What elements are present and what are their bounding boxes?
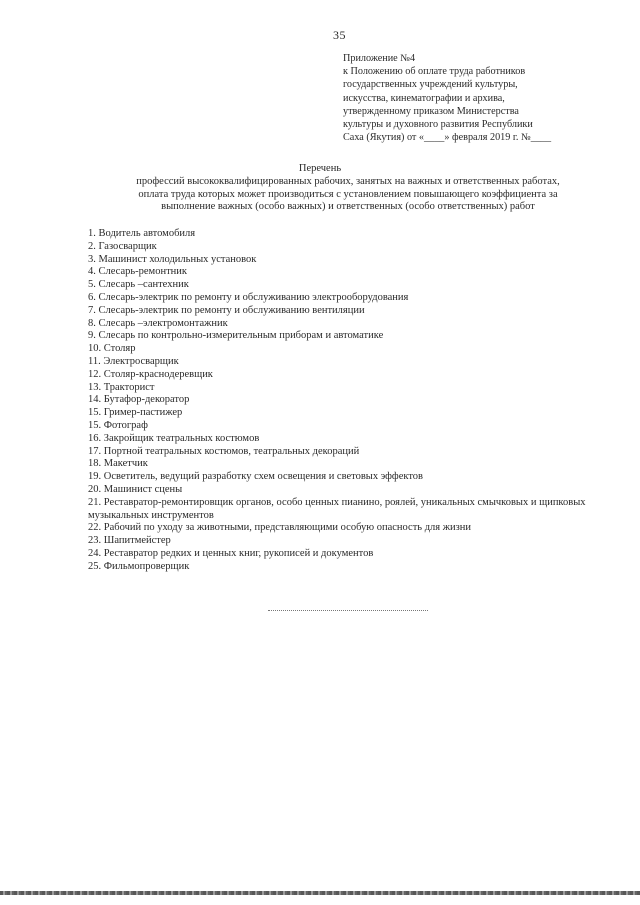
list-item: 11. Электросварщик [88,355,179,367]
end-divider [268,610,428,611]
list-item: 21. Реставратор-ремонтировщик органов, особо ценных пианино, роялей, уникальных смычковых и щипковых музыкальных инструментов [88,496,586,521]
list-item: 13. Тракторист [88,381,155,393]
list-item: 20. Машинист сцены [88,483,183,495]
list-item: 14. Бутафор-декоратор [88,394,190,406]
appendix-line: Приложение №4 [343,53,416,64]
appendix-line: Саха (Якутия) от «____» февраля 2019 г. №____ [343,132,552,144]
list-item: 5. Слесарь –сантехник [88,279,189,291]
appendix-line: искусства, кинематографии и архива, [343,92,505,104]
document-title: Перечень [298,163,342,174]
professions-list [88,228,608,574]
list-item: 18. Макетчик [88,458,148,470]
appendix-line: государственных учреждений культуры, [343,79,518,91]
scan-edge-border [0,891,640,895]
list-item: 1. Водитель автомобиля [88,228,196,239]
list-item: 7. Слесарь-электрик по ремонту и обслуживанию вентиляции [88,304,365,316]
subtitle-line: оплата труда которых может производиться с установлением повышающего коэффициента за [138,188,558,200]
document-subtitle [98,176,598,214]
list-item: 8. Слесарь –электромонтажник [88,317,228,329]
list-item: 3. Машинист холодильных установок [88,253,257,265]
list-item: 17. Портной театральных костюмов, театральных декораций [88,445,360,457]
list-item: 24. Реставратор редких и ценных книг, рукописей и документов [88,547,374,559]
appendix-line: утвержденному приказом Министерства [343,105,519,117]
list-item: 10. Столяр [88,343,136,355]
appendix-line: к Положению об оплате труда работников [343,66,526,78]
list-item: 9. Слесарь по контрольно-измерительным приборам и автоматике [88,330,384,342]
list-item: 15. Гример-пастижер [88,407,183,419]
list-item: 22. Рабочий по уходу за животными, представляющими особую опасность для жизни [88,522,472,534]
appendix-header [343,52,633,144]
subtitle-line: профессий высококвалифицированных рабочих, занятых на важных и ответственных работах, [136,176,560,187]
list-item: 15. Фотограф [88,419,148,431]
subtitle-line: выполнение важных (особо важных) и ответственных (особо ответственных) работ [161,201,535,212]
list-item: 19. Осветитель, ведущий разработку схем освещения и световых эффектов [88,471,424,483]
list-item: 6. Слесарь-электрик по ремонту и обслуживанию электрооборудования [88,291,409,303]
list-item: 4. Слесарь-ремонтник [88,266,188,278]
list-item: 2. Газосварщик [88,240,157,252]
list-item: 12. Столяр-краснодеревщик [88,368,213,380]
appendix-line: культуры и духовного развития Республики [343,119,533,131]
list-item: 23. Шапитмейстер [88,535,171,547]
list-item: 25. Фильмопроверщик [88,560,190,572]
list-item: 16. Закройщик театральных костюмов [88,432,260,444]
page-number: 35 [333,28,346,42]
